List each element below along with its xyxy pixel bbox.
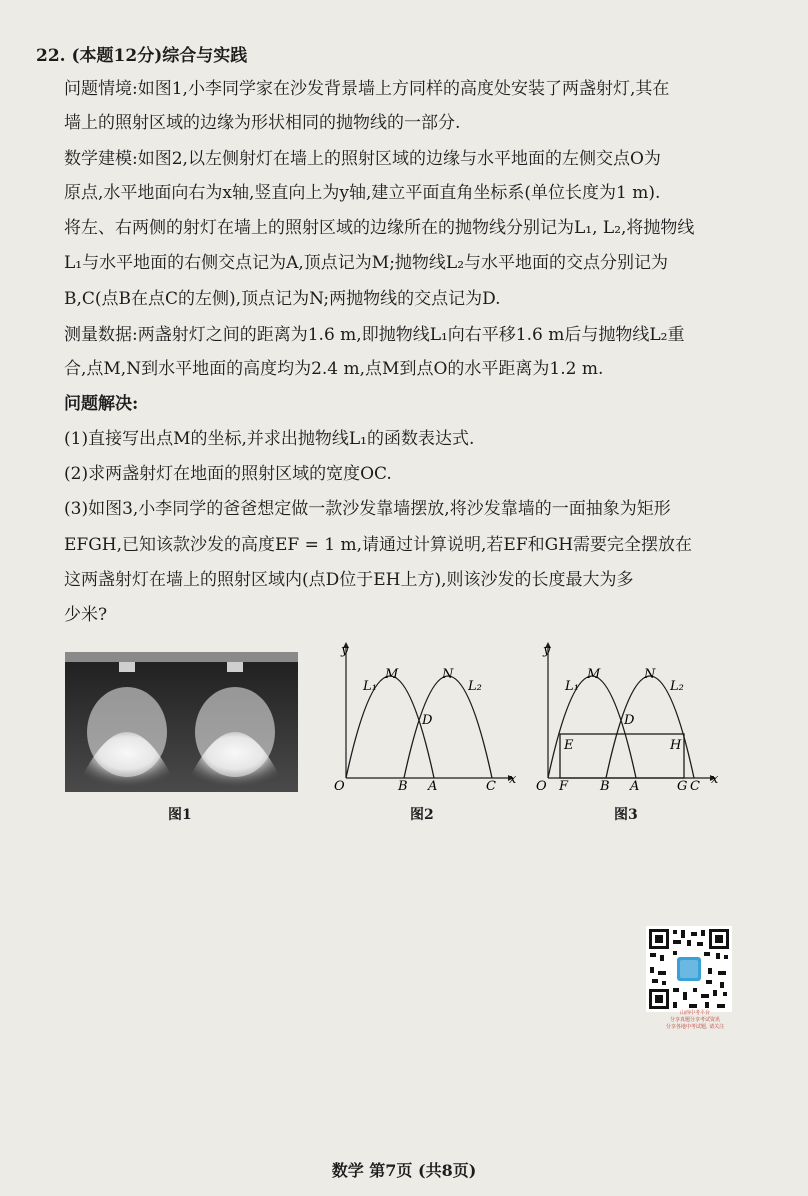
label-H: H: [670, 738, 682, 753]
label-N: N: [442, 667, 454, 682]
text-line: 问题解决:: [64, 394, 139, 414]
figure2-diagram: [330, 636, 520, 794]
figure2-caption: 图2: [410, 807, 434, 823]
text-line: (1)直接写出点M的坐标,并求出抛物线L₁的函数表达式.: [64, 429, 475, 449]
text-line: 测量数据:两盏射灯之间的距离为1.6 m,即抛物线L₁向右平移1.6 m后与抛物线L₂重: [64, 325, 685, 345]
text-line: 原点,水平地面向右为x轴,竖直向上为y轴,建立平面直角坐标系(单位长度为1 m).: [64, 183, 661, 203]
label-y: y: [543, 643, 551, 658]
spotlight-photo: [65, 652, 298, 792]
text-line: B,C(点B在点C的左侧),顶点记为N;两抛物线的交点记为D.: [64, 289, 501, 309]
text-line: 数学建模:如图2,以左侧射灯在墙上的照射区域的边缘与水平地面的左侧交点O为: [64, 149, 661, 169]
label-E: E: [564, 738, 574, 753]
label-L2: L₂: [670, 679, 684, 694]
rectangle-EFGH: [560, 734, 684, 778]
question-header: 22. (本题12分)综合与实践: [36, 46, 248, 66]
text-line: EFGH,已知该款沙发的高度EF = 1 m,请通过计算说明,若EF和GH需要完全摆放在: [64, 535, 693, 555]
label-D: D: [624, 713, 635, 728]
text-line: 这两盏射灯在墙上的照射区域内(点D位于EH上方),则该沙发的长度最大为多: [64, 570, 634, 590]
text-line: L₁与水平地面的右侧交点记为A,顶点记为M;抛物线L₂与水平地面的交点分别记为: [64, 253, 669, 273]
text-line: 将左、右两侧的射灯在墙上的照射区域的边缘所在的抛物线分别记为L₁, L₂,将抛物线: [64, 218, 695, 238]
label-C: C: [486, 779, 496, 794]
label-L1: L₁: [363, 679, 377, 694]
label-B: B: [398, 779, 408, 794]
label-C: C: [690, 779, 700, 794]
label-L2: L₂: [468, 679, 482, 694]
figure1-caption: 图1: [168, 807, 192, 823]
parabola-L1: [346, 676, 434, 778]
label-A: A: [630, 779, 640, 794]
figure3-diagram: [532, 636, 722, 794]
text-line: (3)如图3,小李同学的爸爸想定做一款沙发靠墙摆放,将沙发靠墙的一面抽象为矩形: [64, 499, 671, 519]
text-line: 问题情境:如图1,小李同学家在沙发背景墙上方同样的高度处安装了两盏射灯,其在: [64, 79, 670, 99]
label-L1: L₁: [565, 679, 579, 694]
label-N: N: [644, 667, 656, 682]
text-line: 合,点M,N到水平地面的高度均为2.4 m,点M到点O的水平距离为1.2 m.: [64, 359, 604, 379]
label-x: x: [509, 772, 517, 787]
label-O: O: [536, 779, 547, 794]
label-F: F: [559, 779, 569, 794]
qr-caption: 山西中考平台 分享真题分享考试资讯 分享各地中考试题, 请关注: [665, 1010, 725, 1030]
label-M: M: [587, 667, 601, 682]
label-D: D: [422, 713, 433, 728]
qr-code: [646, 926, 732, 1012]
text-line: 少米?: [64, 605, 108, 625]
label-x: x: [711, 772, 719, 787]
label-M: M: [385, 667, 399, 682]
label-y: y: [341, 643, 349, 658]
label-G: G: [677, 779, 688, 794]
text-line: 墙上的照射区域的边缘为形状相同的抛物线的一部分.: [64, 113, 461, 133]
figure3-caption: 图3: [614, 807, 638, 823]
parabola-L1: [548, 676, 636, 778]
text-line: (2)求两盏射灯在地面的照射区域的宽度OC.: [64, 464, 392, 484]
page-footer: 数学 第7页 (共8页): [331, 1161, 477, 1180]
label-B: B: [600, 779, 610, 794]
label-O: O: [334, 779, 345, 794]
label-A: A: [428, 779, 438, 794]
